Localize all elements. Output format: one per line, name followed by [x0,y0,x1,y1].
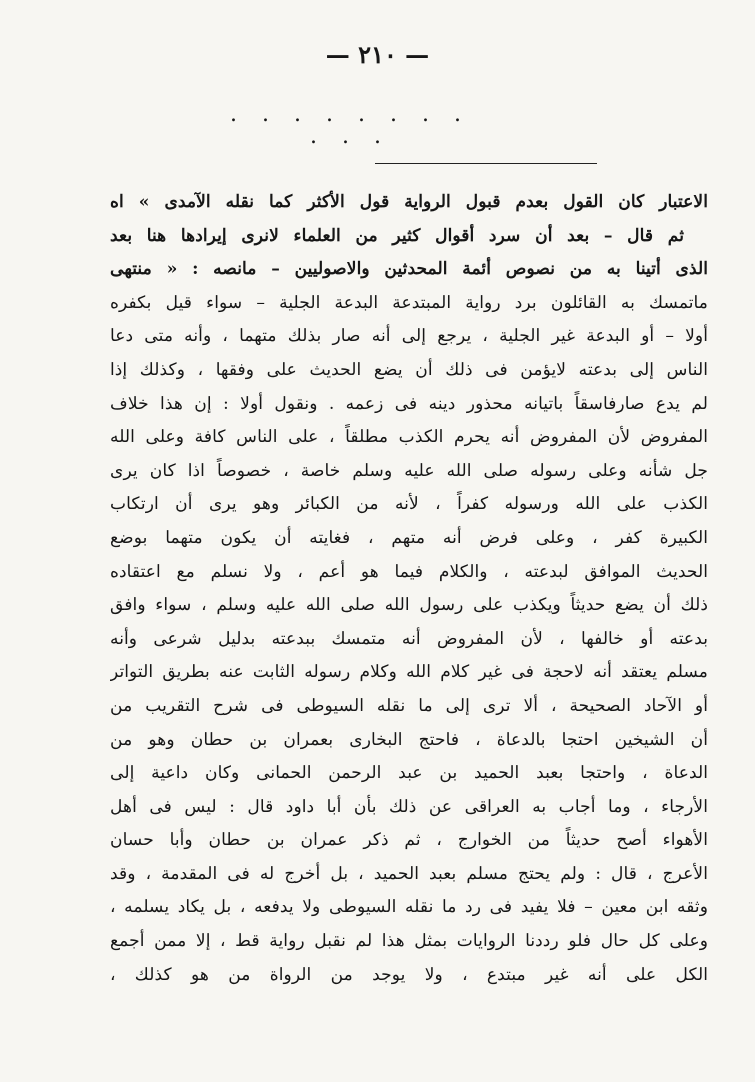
text-line: جل شأنه وعلى رسوله صلى الله عليه وسلم خاصة ، خصوصاً اذا كان يرى [110,460,708,481]
text-line: بدعته أو خالفها ، لأن المفروض أنه متمسك ببدعته بدليل شرعى وأنه [110,628,708,649]
text-line: ثم قال – بعد أن سرد أقوال كثير من العلماء لانرى إيرادها هنا بعد [110,225,684,246]
text-line: أولا – أو البدعة غير الجلية ، يرجع إلى أنه صار بذلك متهما ، وأنه متى دعا [110,326,708,347]
text-line: أن الشيخين احتجا بالدعاة ، فاحتج البخارى بعمران بن حطان وهو من [110,729,708,750]
text-line: الدعاة ، واحتجا بعبد الحميد بن عبد الرحمن الحمانى وكان داعية إلى [110,763,708,784]
text-line: الأهواء أصح حديثاً من الخوارج ، ثم ذكر عمران بن حطان وأبا حسان [110,830,708,851]
text-line: الحديث الموافق لبدعته ، والكلام فيما هو أعم ، ولا نسلم مع اعتقاده [110,561,708,582]
text-line: أو الآحاد الصحيحة ، ألا ترى إلى ما نقله السيوطى فى شرح التقريب من [110,695,708,716]
dotted-separator: . . . . . . . . . . . [230,102,470,149]
text-line: ماتمسك به القائلون برد رواية المبتدعة البدعة الجلية – سواء قيل بكفره [110,292,708,313]
text-line: الكذب على الله ورسوله كفراً ، لأنه من الكبائر وهو يرى أن ارتكاب [110,494,708,515]
text-line: الناس إلى بدعته لايؤمن فى ذلك أن يضع الحديث على وفقها ، وكذلك إذا [110,359,708,380]
text-line: الاعتبار كان القول بعدم قبول الرواية قول الأكثر كما نقله الآمدى » اه [110,192,708,212]
text-line: الكل على أنه غير مبتدع ، ولا يوجد من الرواة من هو كذلك ، [110,964,708,985]
horizontal-rule [375,163,597,164]
text-line: الذى أتينا به من نصوص أئمة المحدثين والاصوليين – مانصه : « منتهى [110,259,708,280]
text-line: مسلم يعتقد أنه لاحجة فى غير كلام الله وكلام رسوله الثابت عنه بطريق التواتر [110,662,708,683]
body-text [110,186,708,992]
text-line: لم يدع صارفاسقاً باتيانه محذور دينه فى زعمه . ونقول أولا : إن هذا خلاف [110,393,708,414]
text-line: وثقه ابن معين – فلا يفيد فى رد ما نقله السيوطى ولا يدفعه ، بل يكاد يسلمه ، [110,897,708,918]
text-line: ذلك أن يضع حديثاً ويكذب على رسول الله صلى الله عليه وسلم ، سواء وافق [110,595,708,616]
text-line: الكبيرة كفر ، وعلى فرض أنه متهم ، فغايته أن يكون متهما بوضع [110,527,708,548]
text-line: المفروض لأن المفروض أنه يحرم الكذب مطلقاً ، على الناس كافة وعلى الله [110,427,708,448]
page-number: — ٢١٠ — [325,40,430,69]
text-line: وعلى كل حال فلو رددنا الروايات بمثل هذا لم نقبل رواية قط ، إلا ممن أجمع [110,931,708,952]
text-line: الأعرج ، قال : ولم يحتج مسلم بعبد الحميد ، بل أخرج له فى المقدمة ، وقد [110,863,708,884]
text-line: الأرجاء ، وما أجاب به العراقى عن ذلك بأن أبا داود قال : ليس فى أهل [110,796,708,817]
